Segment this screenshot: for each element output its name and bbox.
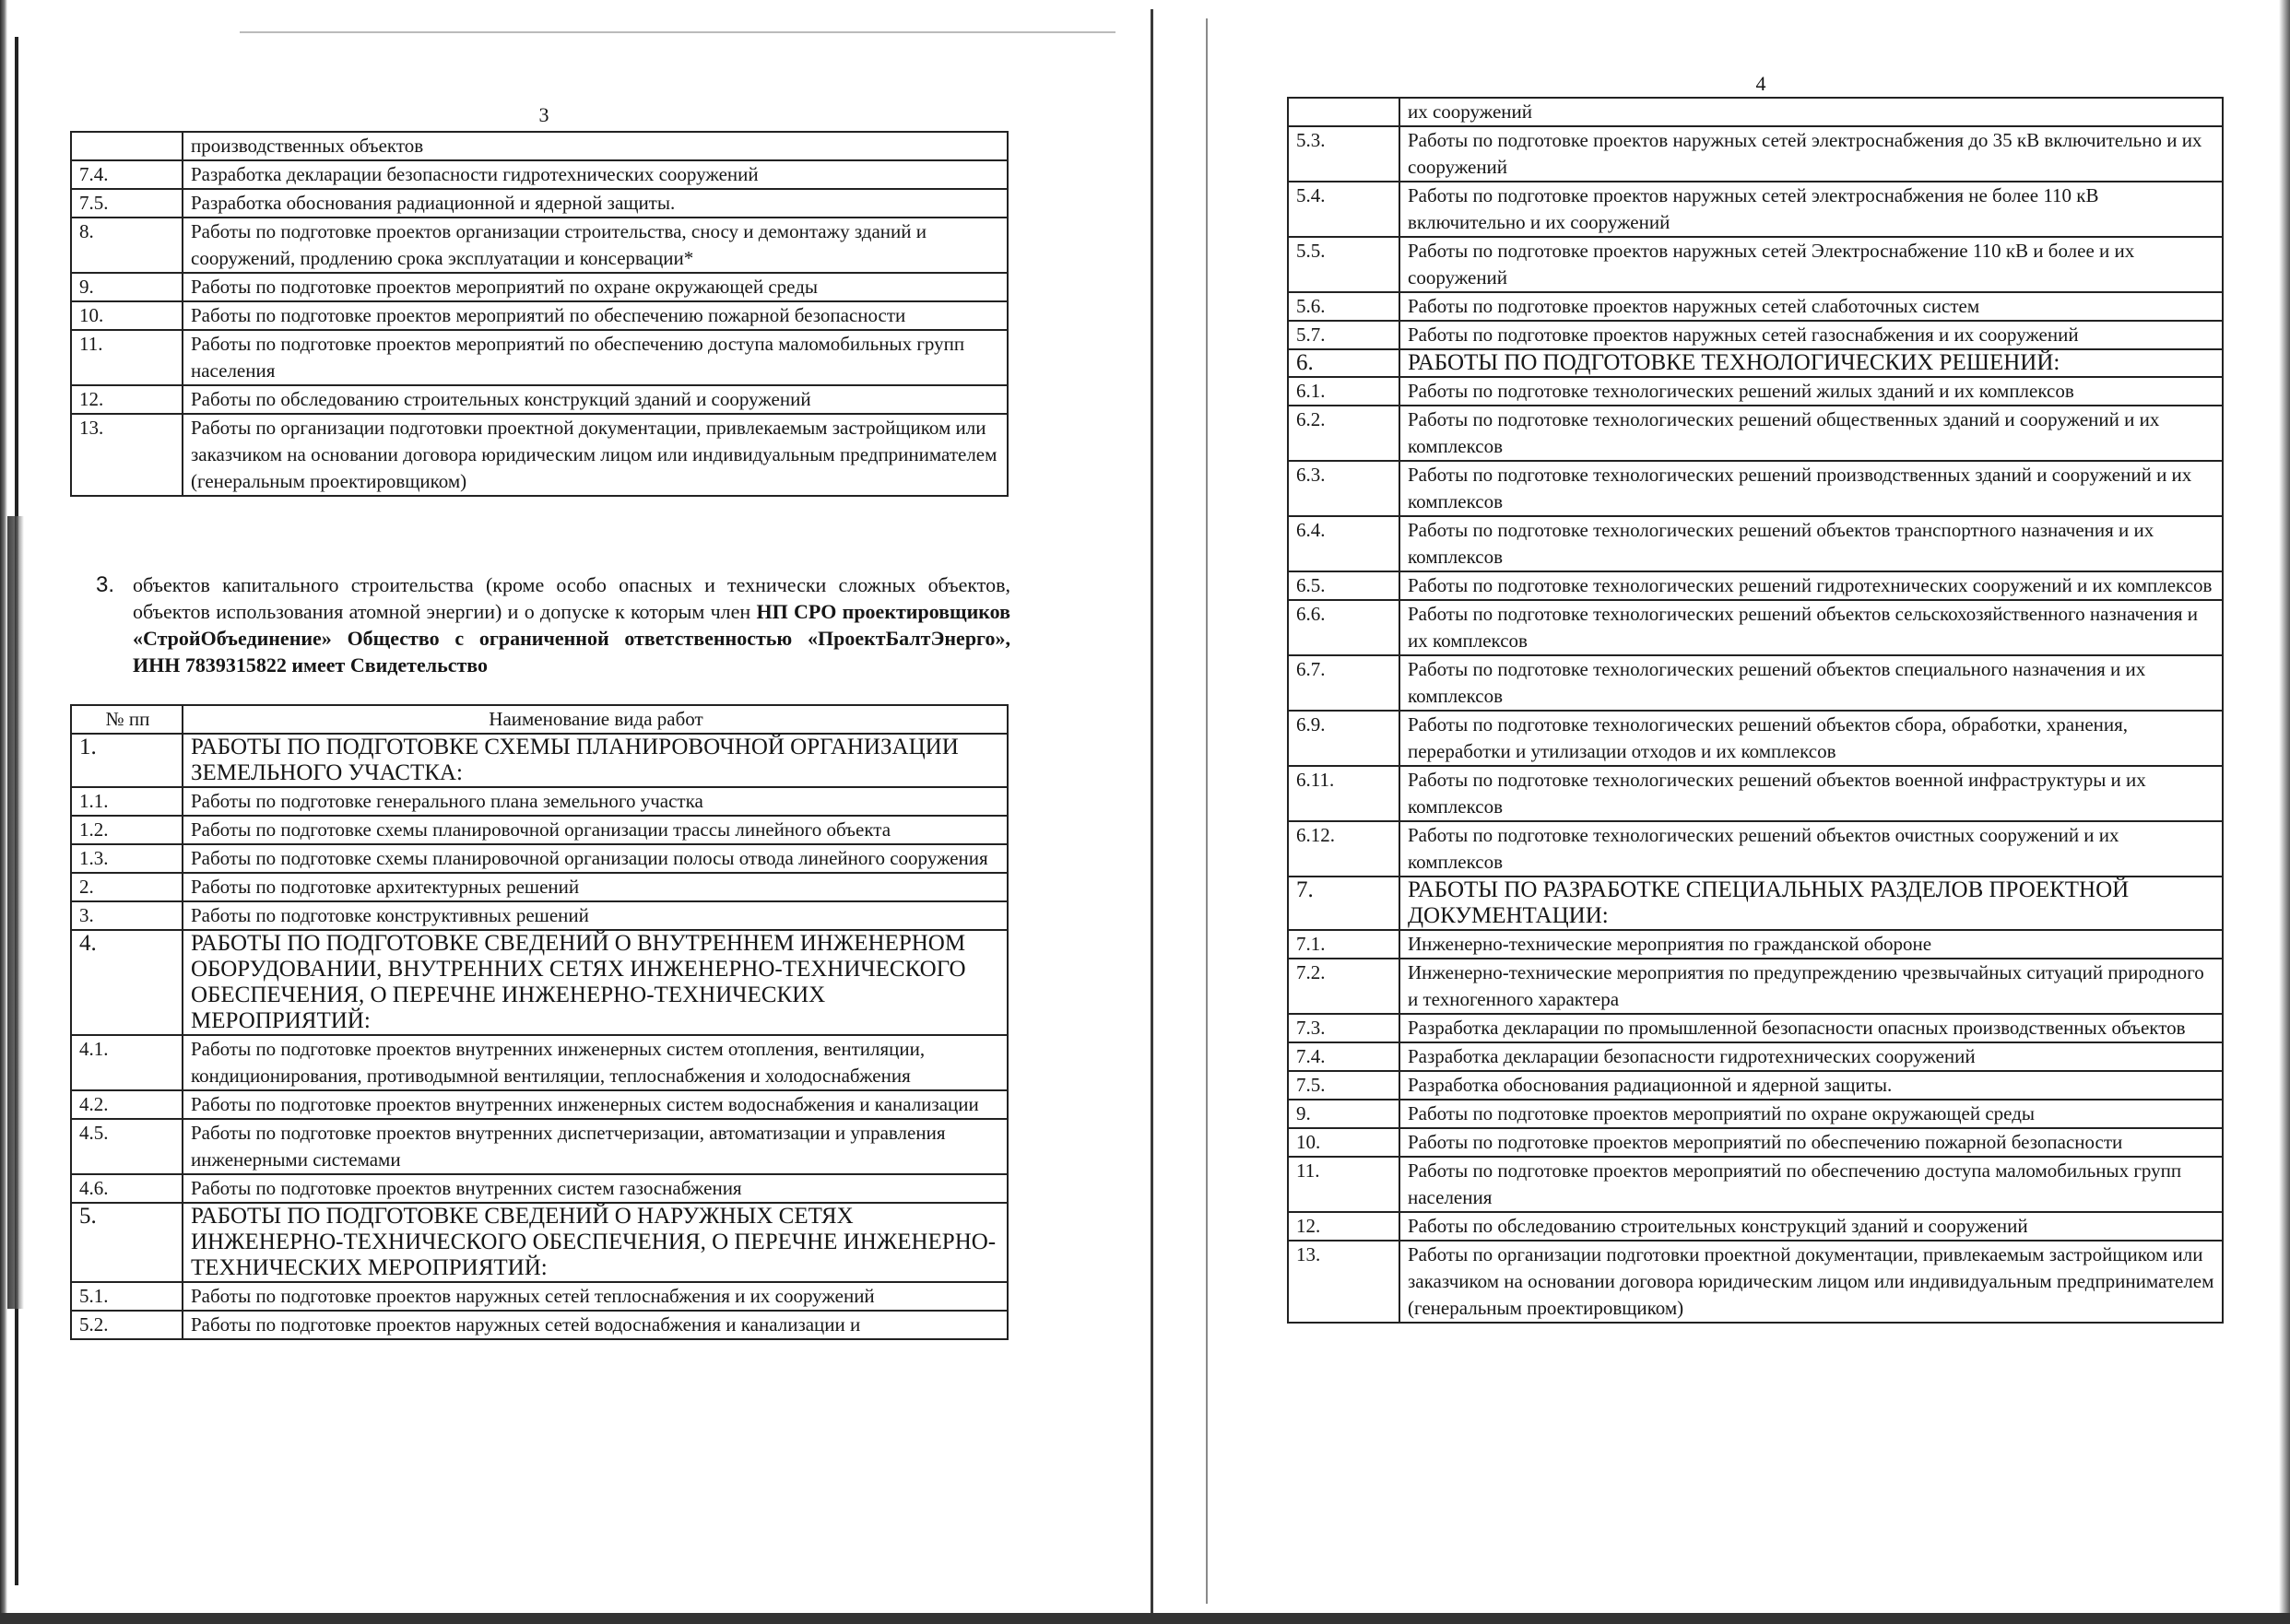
row-work-name: Работы по подготовке технологических решений гидротехнических сооружений и их комплексов [1399, 571, 2223, 600]
works-table-continued [70, 131, 1009, 497]
row-number [71, 132, 183, 160]
row-work-name: Работы по подготовке технологических решений жилых зданий и их комплексов [1399, 377, 2223, 406]
row-number: 9. [1288, 1100, 1399, 1128]
table-row [1288, 461, 2223, 516]
table-row [1288, 1241, 2223, 1323]
row-work-name: Работы по подготовке архитектурных решений [183, 873, 1008, 901]
section-marker: 3. [96, 572, 115, 597]
table-row [1288, 349, 2223, 377]
table-row [71, 385, 1008, 414]
row-work-name: РАБОТЫ ПО ПОДГОТОВКЕ ТЕХНОЛОГИЧЕСКИХ РЕШЕНИЙ: [1399, 349, 2223, 377]
row-number: 13. [71, 414, 183, 496]
row-work-name: Работы по подготовке проектов мероприятий по обеспечению доступа маломобильных групп населения [183, 330, 1008, 385]
table-row [71, 1174, 1008, 1203]
row-number: 8. [71, 218, 183, 273]
row-work-name: Работы по подготовке технологических решений объектов специального назначения и их комплексов [1399, 655, 2223, 711]
table-row [1288, 711, 2223, 766]
row-work-name: РАБОТЫ ПО ПОДГОТОВКЕ СХЕМЫ ПЛАНИРОВОЧНОЙ ОРГАНИЗАЦИИ ЗЕМЕЛЬНОГО УЧАСТКА: [183, 734, 1008, 787]
row-number: 6.12. [1288, 821, 1399, 877]
row-number: 6. [1288, 349, 1399, 377]
row-number: 5.7. [1288, 321, 1399, 349]
row-number: 1. [71, 734, 183, 787]
row-number: 7.2. [1288, 959, 1399, 1014]
row-work-name: РАБОТЫ ПО РАЗРАБОТКЕ СПЕЦИАЛЬНЫХ РАЗДЕЛОВ ПРОЕКТНОЙ ДОКУМЕНТАЦИИ: [1399, 877, 2223, 930]
row-work-name: Инженерно-технические мероприятия по предупреждению чрезвычайных ситуаций природного и техногенного характера [1399, 959, 2223, 1014]
row-number: 6.5. [1288, 571, 1399, 600]
table-row [1288, 321, 2223, 349]
row-number: 1.2. [71, 816, 183, 844]
works-table-continued [1287, 97, 2224, 1324]
table-row [71, 844, 1008, 873]
row-number: 6.7. [1288, 655, 1399, 711]
page-fold-line [1151, 9, 1153, 1613]
row-work-name: Работы по подготовке проектов наружных сетей Электроснабжение 110 кВ и более и их сооружений [1399, 237, 2223, 292]
row-work-name: Инженерно-технические мероприятия по гражданской обороне [1399, 930, 2223, 959]
row-number: 1.1. [71, 787, 183, 816]
table-row [1288, 126, 2223, 182]
row-work-name: Разработка обоснования радиационной и ядерной защиты. [183, 189, 1008, 218]
row-work-name: Работы по обследованию строительных конструкций зданий и сооружений [183, 385, 1008, 414]
row-work-name: Работы по подготовке проектов организации строительства, сносу и демонтажу зданий и сооружений, продлению срока эксплуатации и консервации* [183, 218, 1008, 273]
works-table [70, 704, 1009, 1340]
table-row [71, 132, 1008, 160]
row-work-name: Работы по подготовке проектов внутренних инженерных систем отопления, вентиляции, кондиционирования, противодымной вентиляции, теплоснабжения и холодоснабжения [183, 1035, 1008, 1090]
row-work-name: Работы по подготовке проектов наружных сетей электроснабжения не более 110 кВ включительно и их сооружений [1399, 182, 2223, 237]
row-work-name: РАБОТЫ ПО ПОДГОТОВКЕ СВЕДЕНИЙ О НАРУЖНЫХ СЕТЯХ ИНЖЕНЕРНО-ТЕХНИЧЕСКОГО ОБЕСПЕЧЕНИЯ, О ПЕРЕЧНЕ ИНЖЕНЕРНО-ТЕХНИЧЕСКИХ МЕРОПРИЯТИЙ: [183, 1203, 1008, 1282]
row-work-name: Работы по подготовке технологических решений производственных зданий и сооружений и их комплексов [1399, 461, 2223, 516]
row-work-name: Работы по подготовке проектов мероприятий по охране окружающей среды [183, 273, 1008, 301]
row-work-name: Работы по подготовке проектов наружных сетей слаботочных систем [1399, 292, 2223, 321]
row-work-name: Разработка декларации безопасности гидротехнических сооружений [1399, 1042, 2223, 1071]
row-number: 5.4. [1288, 182, 1399, 237]
row-work-name: Работы по подготовке проектов внутренних инженерных систем водоснабжения и канализации [183, 1090, 1008, 1119]
row-number: 5.3. [1288, 126, 1399, 182]
row-work-name: Работы по организации подготовки проектной документации, привлекаемым застройщиком или заказчиком на основании договора юридическим лицом или индивидуальным предпринимателем (генеральным проектировщиком) [1399, 1241, 2223, 1323]
table-row [71, 816, 1008, 844]
row-number: 11. [1288, 1157, 1399, 1212]
row-number: 6.9. [1288, 711, 1399, 766]
table-row [1288, 1042, 2223, 1071]
row-number: 6.6. [1288, 600, 1399, 655]
table-row [1288, 1128, 2223, 1157]
row-work-name: Работы по подготовке проектов наружных сетей газоснабжения и их сооружений [1399, 321, 2223, 349]
page-fold-shadow [1206, 18, 1208, 1604]
table-row [71, 414, 1008, 496]
table-row [71, 301, 1008, 330]
table-row [71, 1311, 1008, 1339]
table-row [1288, 571, 2223, 600]
scan-top-line [240, 31, 1115, 33]
row-work-name: Работы по подготовке технологических решений объектов очистных сооружений и их комплексов [1399, 821, 2223, 877]
section-text [133, 571, 1010, 678]
section-3-paragraph [70, 571, 1010, 678]
table-row [1288, 98, 2223, 126]
table-row [1288, 877, 2223, 930]
column-header-number: № пп [71, 705, 183, 734]
scan-shadow [7, 516, 24, 1309]
row-number: 7.1. [1288, 930, 1399, 959]
row-work-name: Работы по подготовке технологических решений объектов сельскохозяйственного назначения и их комплексов [1399, 600, 2223, 655]
row-number: 7. [1288, 877, 1399, 930]
table-row [1288, 930, 2223, 959]
row-work-name: производственных объектов [183, 132, 1008, 160]
page-number: 3 [538, 103, 549, 126]
table-row [71, 734, 1008, 787]
row-work-name: Работы по обследованию строительных конструкций зданий и сооружений [1399, 1212, 2223, 1241]
table-row [1288, 1014, 2223, 1042]
row-number: 5.5. [1288, 237, 1399, 292]
row-number: 6.4. [1288, 516, 1399, 571]
row-number: 13. [1288, 1241, 1399, 1323]
row-number: 5.2. [71, 1311, 183, 1339]
table-row [71, 1119, 1008, 1174]
row-number: 4.5. [71, 1119, 183, 1174]
row-number: 12. [71, 385, 183, 414]
table-row [1288, 292, 2223, 321]
row-work-name: Работы по подготовке технологических решений объектов транспортного назначения и их комплексов [1399, 516, 2223, 571]
row-number: 7.5. [71, 189, 183, 218]
row-work-name: Работы по подготовке технологических решений общественных зданий и сооружений и их комплексов [1399, 406, 2223, 461]
row-number: 6.11. [1288, 766, 1399, 821]
table-row [1288, 377, 2223, 406]
row-work-name: Работы по подготовке проектов внутренних систем газоснабжения [183, 1174, 1008, 1203]
table-row [71, 873, 1008, 901]
table-row [71, 160, 1008, 189]
row-number: 4.2. [71, 1090, 183, 1119]
row-work-name: Работы по подготовке проектов наружных сетей теплоснабжения и их сооружений [183, 1282, 1008, 1311]
row-number: 10. [1288, 1128, 1399, 1157]
row-number: 9. [71, 273, 183, 301]
row-work-name: Разработка декларации по промышленной безопасности опасных производственных объектов [1399, 1014, 2223, 1042]
row-number: 6.1. [1288, 377, 1399, 406]
row-work-name: Разработка декларации безопасности гидротехнических сооружений [183, 160, 1008, 189]
row-work-name: Работы по подготовке схемы планировочной организации трассы линейного объекта [183, 816, 1008, 844]
scan-edge-left [0, 0, 7, 1624]
row-work-name: Работы по подготовке технологических решений объектов военной инфраструктуры и их комплексов [1399, 766, 2223, 821]
table-row [1288, 655, 2223, 711]
row-work-name: Работы по подготовке схемы планировочной организации полосы отвода линейного сооружения [183, 844, 1008, 873]
row-number: 6.2. [1288, 406, 1399, 461]
row-number: 4. [71, 930, 183, 1035]
table-row [1288, 959, 2223, 1014]
table-row [1288, 1157, 2223, 1212]
section-text-regular: объектов капитального строительства (кроме особо опасных и технически сложных объектов, объектов использования атомной энергии) и о допуске к которым член [133, 573, 1010, 623]
row-number: 5. [71, 1203, 183, 1282]
row-work-name: Работы по подготовке проектов внутренних диспетчеризации, автоматизации и управления инженерными системами [183, 1119, 1008, 1174]
table-row [71, 218, 1008, 273]
table-row [71, 1090, 1008, 1119]
table-row [71, 189, 1008, 218]
table-row [1288, 766, 2223, 821]
table-row [71, 787, 1008, 816]
row-work-name: Разработка обоснования радиационной и ядерной защиты. [1399, 1071, 2223, 1100]
row-number: 11. [71, 330, 183, 385]
row-number: 12. [1288, 1212, 1399, 1241]
table-row [1288, 182, 2223, 237]
row-work-name: Работы по подготовке проектов мероприятий по обеспечению доступа маломобильных групп населения [1399, 1157, 2223, 1212]
scan-edge-bottom [0, 1613, 2290, 1624]
table-row [1288, 406, 2223, 461]
table-row [71, 930, 1008, 1035]
page-number: 4 [1755, 72, 1766, 95]
table-row [1288, 1212, 2223, 1241]
row-work-name: Работы по подготовке генерального плана земельного участка [183, 787, 1008, 816]
row-number: 10. [71, 301, 183, 330]
table-row [1288, 237, 2223, 292]
row-work-name: Работы по организации подготовки проектной документации, привлекаемым застройщиком или заказчиком на основании договора юридическим лицом или индивидуальным предпринимателем (генеральным проектировщиком) [183, 414, 1008, 496]
row-number: 5.1. [71, 1282, 183, 1311]
scan-edge-right [2279, 0, 2290, 1624]
row-work-name: Работы по подготовке проектов мероприятий по обеспечению пожарной безопасности [183, 301, 1008, 330]
table-row [71, 901, 1008, 930]
column-header-name: Наименование вида работ [183, 705, 1008, 734]
row-work-name: Работы по подготовке проектов мероприятий по обеспечению пожарной безопасности [1399, 1128, 2223, 1157]
row-work-name: Работы по подготовке проектов наружных сетей водоснабжения и канализации и [183, 1311, 1008, 1339]
row-number: 2. [71, 873, 183, 901]
row-number: 7.5. [1288, 1071, 1399, 1100]
section-text-bold: НП СРО проектировщиков «СтройОбъединение» Общество с ограниченной ответственностью «ПроектБалтЭнерго», ИНН 7839315822 имеет Свидетельство [133, 600, 1011, 677]
row-work-name: Работы по подготовке конструктивных решений [183, 901, 1008, 930]
table-row [71, 1203, 1008, 1282]
row-number: 7.4. [1288, 1042, 1399, 1071]
table-row [71, 1282, 1008, 1311]
table-row [1288, 600, 2223, 655]
row-number: 3. [71, 901, 183, 930]
table-row [71, 1035, 1008, 1090]
row-number: 5.6. [1288, 292, 1399, 321]
row-number [1288, 98, 1399, 126]
table-header-row [71, 705, 1008, 734]
row-number: 1.3. [71, 844, 183, 873]
table-row [1288, 1071, 2223, 1100]
row-work-name: Работы по подготовке проектов наружных сетей электроснабжения до 35 кВ включительно и их сооружений [1399, 126, 2223, 182]
row-number: 7.3. [1288, 1014, 1399, 1042]
row-number: 6.3. [1288, 461, 1399, 516]
row-number: 7.4. [71, 160, 183, 189]
row-work-name: РАБОТЫ ПО ПОДГОТОВКЕ СВЕДЕНИЙ О ВНУТРЕННЕМ ИНЖЕНЕРНОМ ОБОРУДОВАНИИ, ВНУТРЕННИХ СЕТЯХ ИНЖЕНЕРНО-ТЕХНИЧЕСКОГО ОБЕСПЕЧЕНИЯ, О ПЕРЕЧНЕ ИНЖЕНЕРНО-ТЕХНИЧЕСКИХ МЕРОПРИЯТИЙ: [183, 930, 1008, 1035]
row-work-name: их сооружений [1399, 98, 2223, 126]
row-work-name: Работы по подготовке проектов мероприятий по охране окружающей среды [1399, 1100, 2223, 1128]
table-row [71, 273, 1008, 301]
table-row [1288, 1100, 2223, 1128]
table-row [1288, 821, 2223, 877]
row-work-name: Работы по подготовке технологических решений объектов сбора, обработки, хранения, переработки и утилизации отходов и их комплексов [1399, 711, 2223, 766]
table-row [1288, 516, 2223, 571]
row-number: 4.1. [71, 1035, 183, 1090]
table-row [71, 330, 1008, 385]
row-number: 4.6. [71, 1174, 183, 1203]
